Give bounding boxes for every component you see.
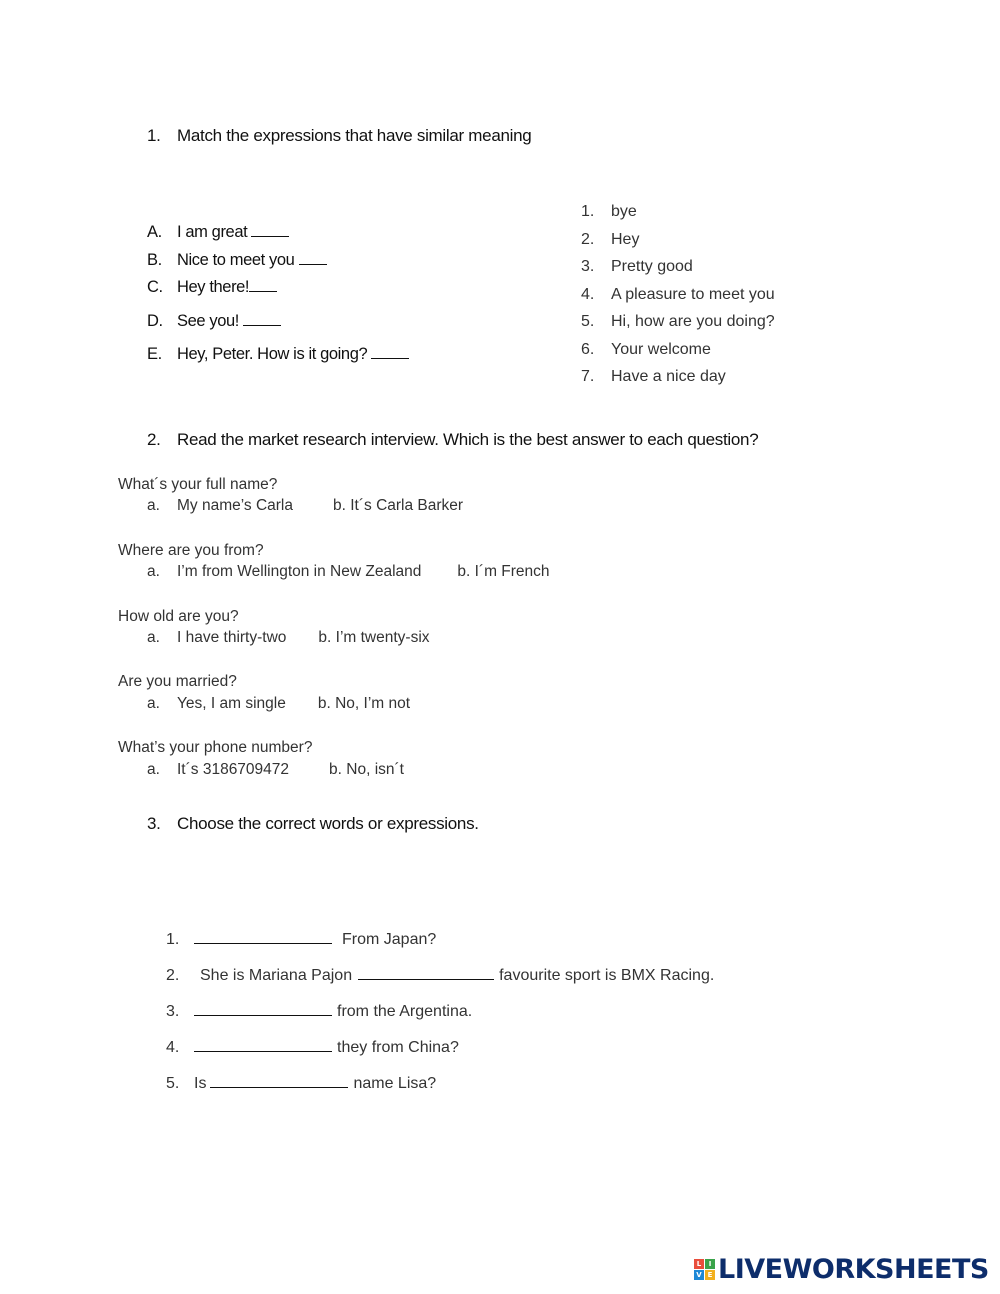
option-b[interactable]: b. I’m twenty-six (318, 629, 430, 646)
fill-blank[interactable] (194, 1050, 332, 1052)
section3-title: Choose the correct words or expressions. (177, 814, 479, 833)
question-text: How old are you? (118, 608, 239, 625)
option-b[interactable]: b. It´s Carla Barker (333, 497, 464, 514)
section1-number: 1. (147, 126, 161, 145)
answer-blank[interactable] (299, 250, 327, 265)
answer-options: a. I’m from Wellington in New Zealand b. I´m French (147, 563, 550, 580)
match-right-item: 4. A pleasure to meet you (581, 286, 775, 303)
logo-block: L (694, 1259, 704, 1269)
logo-blocks-icon (694, 1259, 715, 1280)
answer-blank[interactable] (243, 311, 281, 326)
option-a[interactable]: Yes, I am single (177, 695, 286, 712)
fill-blank[interactable] (194, 1014, 332, 1016)
option-a[interactable]: I’m from Wellington in New Zealand (177, 563, 422, 580)
match-right-item: 3. Pretty good (581, 258, 693, 275)
section3-heading (147, 814, 479, 834)
logo-block: V (694, 1270, 704, 1280)
answer-options: a. Yes, I am single b. No, I’m not (147, 695, 411, 712)
answer-options: a. I have thirty-two b. I’m twenty-six (147, 629, 430, 646)
match-right-item: 6. Your welcome (581, 341, 711, 358)
fill-item: 5. Is name Lisa? (166, 1075, 437, 1092)
match-right-item: 7. Have a nice day (581, 368, 726, 385)
question-text: What’s your phone number? (118, 739, 313, 756)
section1-title: Match the expressions that have similar meaning (177, 126, 532, 145)
option-a[interactable]: My name’s Carla (177, 497, 294, 514)
option-a[interactable]: I have thirty-two (177, 629, 287, 646)
match-left-item: D. See you! (147, 311, 281, 331)
liveworksheets-logo (694, 1254, 989, 1284)
logo-block: I (705, 1259, 715, 1269)
fill-item: 4. they from China? (166, 1039, 459, 1056)
logo-block: E (705, 1270, 715, 1280)
question-text: Are you married? (118, 673, 237, 690)
match-left-item: C. Hey there! (147, 277, 277, 297)
fill-blank[interactable] (210, 1086, 348, 1088)
match-right-item: 2. Hey (581, 231, 640, 248)
answer-blank[interactable] (371, 344, 409, 359)
logo-text: LIVEWORKSHEETS (718, 1253, 989, 1285)
section1-heading (147, 126, 531, 146)
option-a[interactable]: It´s 3186709472 (177, 761, 290, 778)
match-left-item: B. Nice to meet you (147, 250, 327, 270)
section2-heading (147, 430, 758, 450)
question-text: What´s your full name? (118, 476, 278, 493)
section2-title: Read the market research interview. Which is the best answer to each question? (177, 430, 759, 449)
answer-blank[interactable] (249, 277, 277, 292)
option-b[interactable]: b. I´m French (457, 563, 550, 580)
option-b[interactable]: b. No, I’m not (317, 695, 411, 712)
fill-item: 3. from the Argentina. (166, 1003, 473, 1020)
fill-item: 1. From Japan? (166, 931, 437, 948)
section3-number: 3. (147, 814, 161, 833)
match-right-item: 1. bye (581, 203, 637, 220)
answer-options: a. It´s 3186709472 b. No, isn´t (147, 761, 404, 778)
fill-item: 2. She is Mariana Pajon favourite sport is BMX Racing. (166, 967, 715, 984)
answer-options: a. My name’s Carla b. It´s Carla Barker (147, 497, 464, 514)
answer-blank[interactable] (251, 222, 289, 237)
fill-blank[interactable] (194, 942, 332, 944)
option-b[interactable]: b. No, isn´t (329, 761, 404, 778)
section2-number: 2. (147, 430, 161, 449)
match-right-item: 5. Hi, how are you doing? (581, 313, 775, 330)
match-left-item: A. I am great (147, 222, 289, 242)
question-text: Where are you from? (118, 542, 264, 559)
match-left-item: E. Hey, Peter. How is it going? (147, 344, 409, 364)
fill-blank[interactable] (358, 978, 494, 980)
